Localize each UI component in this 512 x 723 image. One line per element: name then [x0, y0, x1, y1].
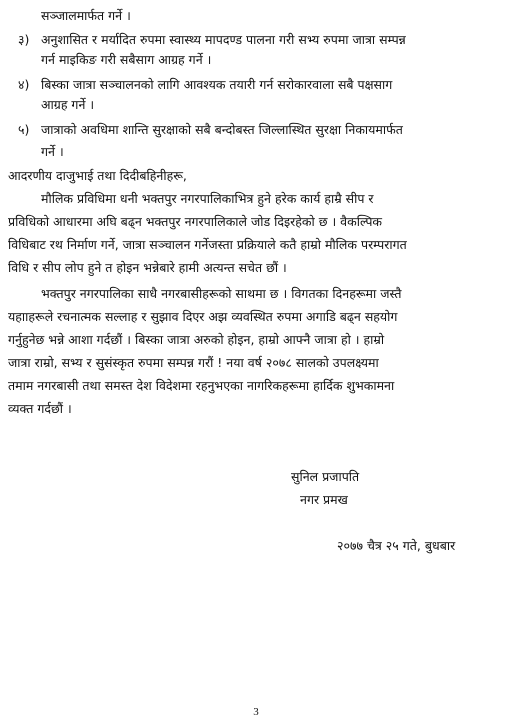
paragraph-line: तमाम नगरबासी तथा समस्त देश विदेशमा रहनुभएका नागरिकहरूमा हार्दिक शुभकामना: [8, 378, 395, 393]
paragraph-line: भक्तपुर नगरपालिका साधै नगरबासीहरूको साथमा छ । विगतका दिनहरूमा जस्तै: [41, 286, 402, 301]
list-item-text: बिस्का जात्रा सञ्चालनको लागि आवश्यक तयारी गर्न सरोकारवाला सबै पक्षसाग: [41, 77, 393, 92]
list-item-number: ३): [18, 32, 30, 47]
signatory-name: सुनिल प्रजापति: [291, 469, 360, 484]
salutation: आदरणीय दाजुभाई तथा दिदीबहिनीहरू,: [8, 168, 187, 183]
document-date: २०७७ चैत्र २५ गते, बुधबार: [337, 538, 456, 553]
signatory-title: नगर प्रमख: [300, 492, 348, 507]
paragraph-line: व्यक्त गर्दछौं ।: [8, 401, 72, 416]
paragraph-line: विधिबाट रथ निर्माण गर्ने, जात्रा सञ्चालन गर्नेजस्ता प्रक्रियाले कतै हाम्रो मौलिक परम्परागत: [8, 237, 407, 252]
list-item-number: ४): [18, 77, 30, 92]
paragraph-line: प्रविधिको आधारमा अघि बढ्न भक्तपुर नगरपालिकाले जोड दिइरहेको छ । वैकल्पिक: [8, 214, 383, 229]
list-item-text: अनुशासित र मर्यादित रुपमा स्वास्थ्य मापदण्ड पालना गरी सभ्य रुपमा जात्रा सम्पन्न: [41, 32, 406, 47]
paragraph-line: विधि र सीप लोप हुने त होइन भन्नेबारे हामी अत्यन्त सचेत छौं ।: [8, 260, 287, 275]
list-item-text: जात्राको अवधिमा शान्ति सुरक्षाको सबै बन्दोबस्त जिल्लास्थित सुरक्षा निकायमार्फत: [41, 122, 403, 137]
list-item-text: गर्ने ।: [41, 144, 64, 159]
paragraph-line: यहााहरूले रचनात्मक सल्लाह र सुझाव दिएर अझ व्यवस्थित रुपमा अगाडि बढ्न सहयोग: [8, 309, 398, 324]
paragraph-line: जात्रा राम्रो, सभ्य र सुसंस्कृत रुपमा सम्पन्न गरौं ! नया वर्ष २०७८ सालको उपलक्ष्यमा: [8, 355, 379, 370]
paragraph-line: गर्नुहुनेछ भन्ने आशा गर्दछौं । बिस्का जात्रा अरुको होइन, हाम्रो आफ्नै जात्रा हो । हाम्रो: [8, 332, 385, 347]
list-item-number: ५): [18, 122, 30, 137]
page-number: 3: [253, 706, 259, 718]
list-item-text: आग्रह गर्ने ।: [41, 97, 95, 112]
paragraph-line: मौलिक प्रविधिमा धनी भक्तपुर नगरपालिकाभित्र हुने हरेक कार्य हाम्रै सीप र: [41, 191, 374, 206]
list-continuation: सञ्जालमार्फत गर्ने ।: [41, 8, 131, 23]
list-item-text: गर्न माइकिङ गरी सबैसाग आग्रह गर्ने ।: [41, 52, 212, 67]
